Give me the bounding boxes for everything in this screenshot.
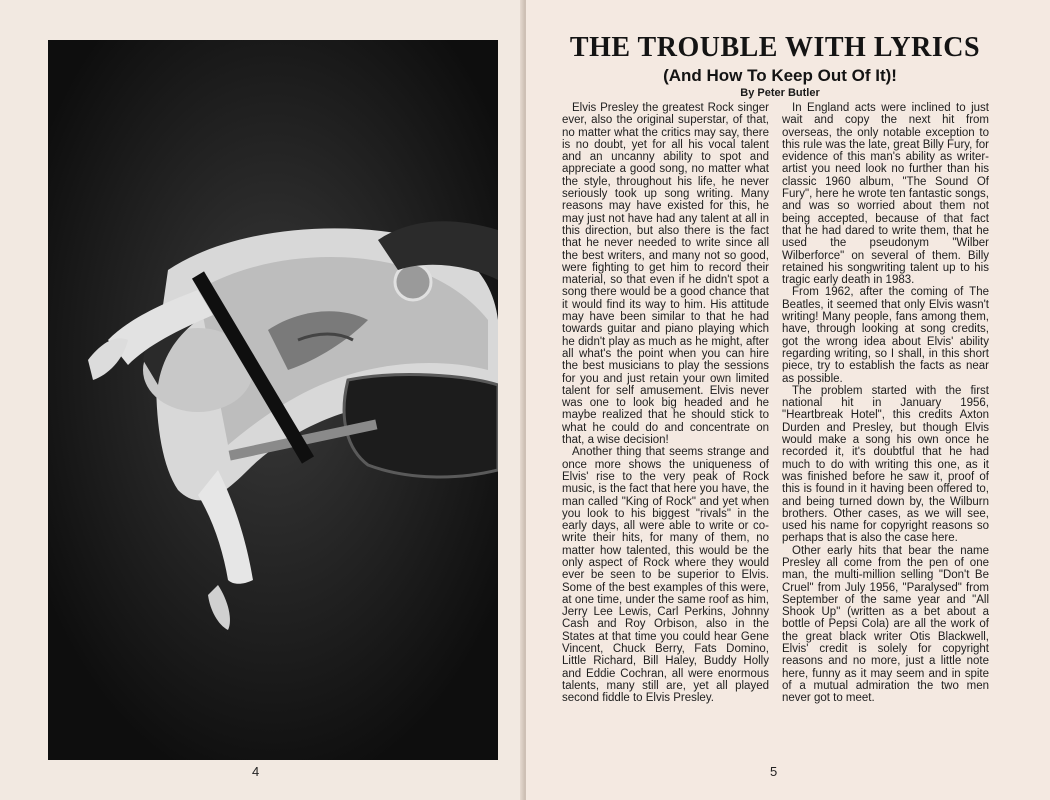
elvis-performing-photo [48, 40, 498, 760]
column1-paragraph-1: Elvis Presley the greatest Rock singer ever, also the original superstar, of that, no matter what the critics may say, there is no doubt, yet for all his vocal talent and an uncanny ability to spot and appreciate a good song, no matter what the style, throughout his life, he never seriously took up song writing. Many reasons may have existed for this, he may just not have had any talent at all in this direction, but also there is the fact that he never needed to write since all the best writers, and many not so good, were fighting to get him to record their material, so that even if he didn't spot a song there would be a good chance that it would find its way to him. His attitude may have been similar to that he had towards guitar and piano playing which he didn't play as much as he might, after all what's the point when you can hire the best musicians to play the sessions for you and just retain your own limited talent for self amusement. Elvis never was one to look big headed and he maybe realized that he should stick to what he could do and concentrate on that, a wise decision! [562, 102, 769, 447]
article-byline: By Peter Butler [740, 87, 820, 99]
column2-paragraph-3: The problem started with the first national hit in January 1956, "Heartbreak Hotel", this credits Axton Durden and Presley, but though Elvis would make a song his own once he recorded it, it's doubtful that he had much to do with writing this one, as it was finished before he saw it, proof of this is found in it having been offered to, and being turned down by, the Wilburn brothers. Other cases, as we will see, used his name for copyright reasons so perhaps that is also the case here. [782, 384, 989, 545]
column2-paragraph-2: From 1962, after the coming of The Beatles, it seemed that only Elvis wasn't writing! Many people, fans among them, have, through looking at song credits, got the wrong idea about Elvis' ability regarding writing, so I shall, in this short piece, try to establish the facts as near as possible. [782, 286, 989, 385]
article-column-2 [782, 102, 989, 762]
column2-paragraph-1: In England acts were inclined to just wait and copy the next hit from overseas, the only notable exception to this rule was the late, great Billy Fury, for evidence of this man's ability as writer-artist you need look no further than his classic 1960 album, "The Sound Of Fury", here he wrote ten fantastic songs, and was so worried about them not being accepted, because of that fact that he had dared to write them, that he used the pseudonym "Wilber Wilberforce" on several of them. Billy retained his songwriting talent up to his tragic early death in 1983. [782, 102, 989, 287]
column1-paragraph-2: Another thing that seems strange and once more shows the uniqueness of Elvis' rise to the very peak of Rock music, is the fact that here you have, the man called "King of Rock" and yet when you look to his biggest "rivals" in the early days, all were able to write or co-write their hits, for many of them, no matter how talented, this would be the only aspect of Rock where they would ever be seen to be superior to Elvis. Some of the best examples of this were, at one time, under the same roof as him, Jerry Lee Lewis, Carl Perkins, Johnny Cash and Roy Orbison, also in the States at that time you could hear Gene Vincent, Chuck Berry, Fats Domino, Little Richard, Bill Haley, Buddy Holly and Eddie Cochran, all were enormous talents, many still are, yet all played second fiddle to Elvis Presley. [562, 446, 769, 705]
article-title: THE TROUBLE WITH LYRICS [569, 32, 981, 63]
page-number-right: 5 [770, 764, 778, 779]
article-subtitle: (And How To Keep Out Of It)! [663, 66, 897, 85]
page-number-left: 4 [252, 764, 260, 779]
article-column-1 [562, 102, 769, 762]
column2-paragraph-4: Other early hits that bear the name Presley all come from the pen of one man, the multi-million selling "Don't Be Cruel" from July 1956, "Paralysed" from September of the same year and "All Shook Up" (written as a bet about a bottle of Pepsi Cola) are all the work of the great black writer Otis Blackwell, Elvis' credit is solely for copyright reasons and no more, just a little note here, funny as it may seem and in spite of a mutual admiration the two men never got to meet. [782, 544, 989, 705]
left-page [0, 0, 524, 800]
photo-illustration [48, 40, 498, 760]
